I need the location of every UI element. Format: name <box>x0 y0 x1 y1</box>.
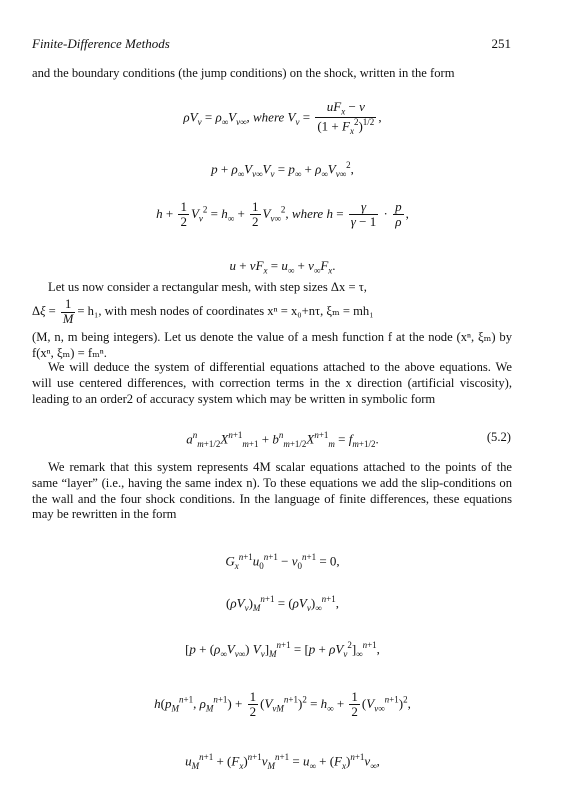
mesh-line2-text: = h₁, with mesh nodes of coordinates xⁿ = x₀+nτ, ξₘ = mh₁ <box>77 304 374 319</box>
equation-shock-mass: $(\rho V_v)_M^{n+1} = (\rho V_v)_\infty^{n+1}$, <box>226 594 339 613</box>
page-number: 251 <box>491 36 511 51</box>
equation-shock-energy: $h(p_M^{n+1}$, $\rho_M^{n+1}$) + $\frac{1}{2}$ $(V_{vM}^{n+1})^2 = h_\infty$ + $\frac{1}{2}$ $(V_{v\infty}^{n+1})^2$, <box>154 689 411 720</box>
running-title: Finite-Difference Methods <box>32 36 170 51</box>
paragraph-mesh-line1: Let us now consider a rectangular mesh, with step sizes Δx = τ, <box>48 280 367 294</box>
paragraph-intro: and the boundary conditions (the jump conditions) on the shock, written in the form <box>32 66 455 80</box>
equation-momentum: $p + \rho_\infty V_{v\infty}V_v = p_\infty + \rho_\infty V_{v\infty}^2$, <box>211 160 354 179</box>
equation-energy: h + $\frac{1}{2}$ $V_v^2 = h_\infty$ + $\frac{1}{2}$ $V_{v\infty}^2$, where h = $\frac{\gamma}{\gamma - 1}$ · $\frac{p}{\rho}$ , <box>156 199 409 230</box>
paragraph-deduce: We will deduce the system of differential equations attached to the above equations. We will use centered differences, with correction terms in the x direction (artificial viscosity), leading to an order2 of accuracy system which may be written in symbolic form <box>32 360 512 406</box>
equation-number: (5.2) <box>486 430 511 444</box>
equation-shock-momentum: $[p + (\rho_\infty V_{v\infty}) V_v]_M^{n+1} = [p + \rho V_v^2]_\infty^{n+1}$, <box>185 640 380 659</box>
equation-shock-tangential: $u_M^{n+1} + (F_x)^{n+1}v_M^{n+1} = u_\infty + (F_x)^{n+1}v_\infty$, <box>185 752 380 771</box>
equation-mass-flux: $\rho V_v = \rho_\infty V_{v\infty}$, where $V_v$ = $\frac{uF_x - v}{(1 + F_x^2)^{1/2}}$ , <box>183 99 382 137</box>
paragraph-mesh-line3: (M, n, m being integers). Let us denote the value of a mesh function f at the node (xⁿ, ξₘ) by f(xⁿ, ξₘ) = fₘⁿ. <box>32 330 512 360</box>
equation-symbolic: $a^n_{m+1/2}X^{n+1}_{m+1} + b^n_{m+1/2}X^{n+1}_m = f_{m+1/2}$. <box>186 430 379 449</box>
equation-slip: $G_x^{n+1}u_0^{n+1} - v_0^{n+1} = 0$, <box>225 552 340 571</box>
equation-tangential: $u + vF_x = u_\infty + v_\infty F_x$. <box>229 258 336 276</box>
paragraph-mesh-line2: Δξ = $\frac{1}{M}$ = h₁, with mesh nodes of coordinates xⁿ = x₀+nτ, ξₘ = mh₁ <box>32 297 374 326</box>
paragraph-remark: We remark that this system represents 4M scalar equations attached to the points of the same “layer” (i.e., having the same index n). To these equations we add the slip-conditions on the wall and the four shock conditions. In the language of finite differences, these equations may be rewritten in the form <box>32 460 512 522</box>
